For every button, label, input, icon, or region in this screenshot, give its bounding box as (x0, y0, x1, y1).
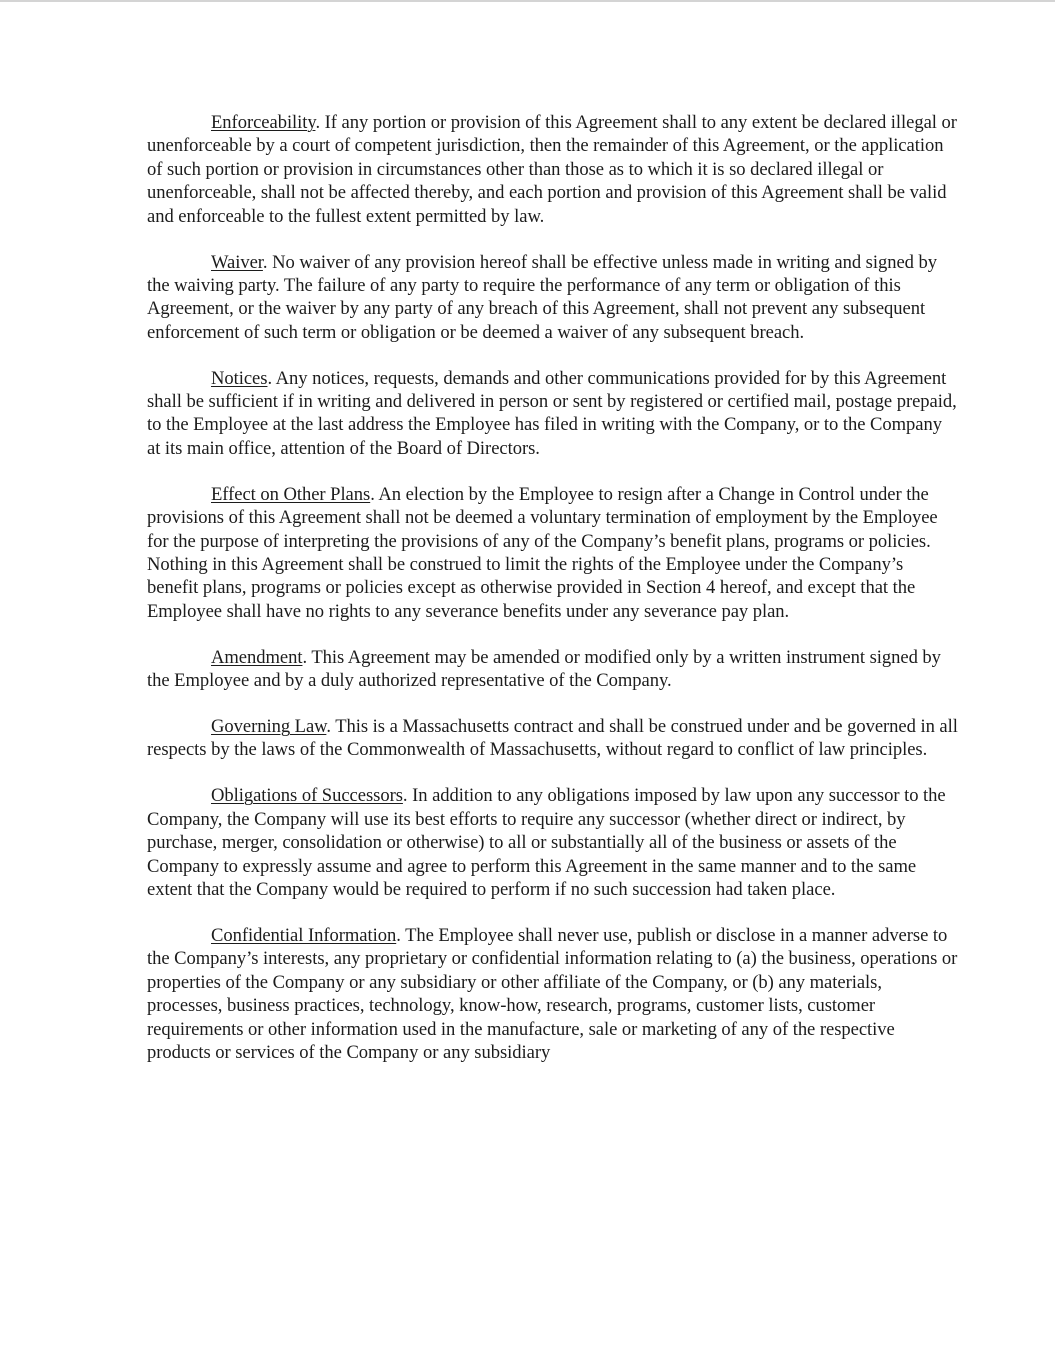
section-notices (147, 367, 959, 461)
page-top-border (0, 0, 1055, 2)
section-body: . The Employee shall never use, publish or disclose in a manner adverse to the Company’s interests, any proprietary or confidential information relating to (a) the business, operations or properties of the Company or any subsidiary or other affiliate of the Company, or (b) any materials, processes, business practices, technology, know-how, research, programs, customer lists, customer requirements or other information used in the manufacture, sale or marketing of any of the respective products or services of the Company or any subsidiary (147, 924, 958, 1063)
section-heading: Effect on Other Plans (211, 483, 371, 505)
section-body: . In addition to any obligations imposed by law upon any successor to the Company, the Company will use its best efforts to require any successor (whether direct or indirect, by purchase, merger, consolidation or otherwise) to all or substantially all of the business or assets of the Company to expressly assume and agree to perform this Agreement in the same manner and to the same extent that the Company would be required to perform if no such succession had taken place. (147, 785, 946, 900)
section-confidential-information (147, 924, 959, 1064)
section-amendment (147, 646, 959, 693)
section-enforceability (147, 111, 959, 228)
section-body: . No waiver of any provision hereof shall be effective unless made in writing and signed by the waiving party. The failure of any party to require the performance of any term or obligation of this Agreement, or the waiver by any party of any breach of this Agreement, shall not prevent any subsequent enforcement of such term or obligation or be deemed a waiver of any subsequent breach. (147, 251, 938, 343)
section-body: . If any portion or provision of this Agreement shall to any extent be declared illegal or unenforceable by a court of competent jurisdiction, then the remainder of this Agreement, or the application of such portion or provision in circumstances other than those as to which it is so declared illegal or unenforceable, shall not be affected thereby, and each portion and provision of this Agreement shall be valid and enforceable to the fullest extent permitted by law. (147, 112, 957, 227)
section-heading: Confidential Information (211, 924, 397, 946)
section-body: . An election by the Employee to resign after a Change in Control under the provisions of this Agreement shall not be deemed a voluntary termination of employment by the Employee for the purpose of interpreting the provisions of any of the Company’s benefit plans, programs or policies. Nothing in this Agreement shall be construed to limit the rights of the Employee under the Company’s benefit plans, programs or policies except as otherwise provided in Section 4 hereof, and except that the Employee shall have no rights to any severance benefits under any severance pay plan. (147, 483, 938, 622)
section-heading: Governing Law (211, 716, 327, 738)
section-body: . This is a Massachusetts contract and shall be construed under and be governed in all respects by the laws of the Commonwealth of Massachusetts, without regard to conflict of law principles. (147, 716, 958, 761)
section-waiver (147, 251, 959, 345)
section-body: . This Agreement may be amended or modified only by a written instrument signed by the Employee and by a duly authorized representative of the Company. (147, 646, 941, 692)
section-heading: Amendment (211, 646, 303, 668)
section-heading: Waiver (211, 251, 263, 273)
section-governing-law (147, 715, 959, 762)
section-effect-on-other-plans (147, 483, 959, 623)
section-heading: Enforceability (211, 112, 316, 133)
section-heading: Notices (211, 367, 268, 389)
section-obligations-of-successors (147, 784, 959, 901)
section-heading: Obligations of Successors (211, 785, 403, 807)
section-body: . Any notices, requests, demands and other communications provided for by this Agreement shall be sufficient if in writing and delivered in person or sent by registered or certified mail, postage prepaid, to the Employee at the last address the Employee has filed in writing with the Company, or to the Company at its main office, attention of the Board of Directors. (147, 367, 957, 459)
document-page (147, 111, 959, 1087)
